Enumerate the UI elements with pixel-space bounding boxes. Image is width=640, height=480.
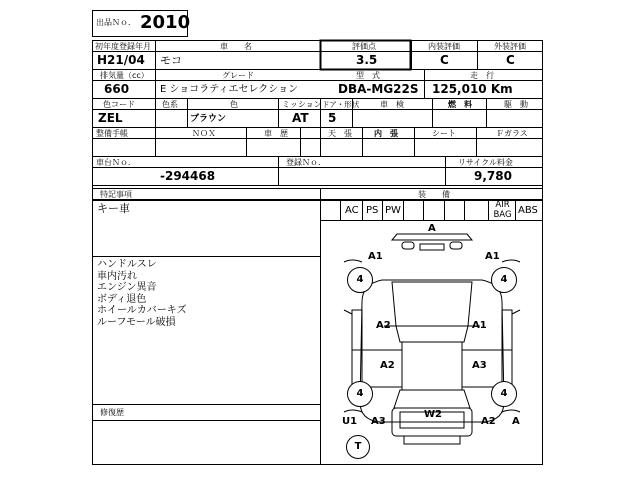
chassis-value: -294468 (160, 169, 216, 183)
model-value: モコ (160, 54, 182, 67)
seat-label: シート (432, 129, 456, 138)
mark-left-rear-door: A2 (380, 360, 395, 371)
exterior-grade-value: C (506, 53, 515, 67)
special-notes-value: キー車 (97, 202, 130, 215)
mark-fl-top: A1 (368, 251, 383, 262)
equipment-abs: ABS (518, 205, 538, 216)
mark-fl-tire: 4 (347, 267, 373, 293)
remark-item: ハンドルスレ (97, 259, 157, 270)
color-system-label: 色系 (162, 100, 178, 109)
equipment-ac: AC (345, 205, 359, 216)
mark-bottom-left-1: U1 (342, 416, 358, 427)
lot-number: 2010 (140, 12, 191, 33)
mark-bottom-right-2: A (512, 416, 520, 427)
nox-label: ＮＯＸ (192, 129, 216, 138)
roof-lining-label: 天 張 (328, 129, 352, 138)
color-value: ブラウン (190, 114, 227, 124)
mark-bottom-right-1: A2 (481, 416, 496, 427)
drive-label: 駆 動 (504, 100, 528, 109)
type-label: 型 式 (356, 71, 380, 80)
mark-right-rear-door: A3 (472, 360, 487, 371)
chassis-label: 車台Ｎｏ． (96, 158, 136, 167)
color-code-value: ZEL (98, 111, 123, 125)
score-label: 評価点 (352, 42, 376, 51)
mark-trunk: T (346, 435, 370, 459)
type-value: DBA-MG22S (338, 82, 419, 96)
registration-label: 登録Ｎｏ． (286, 158, 326, 167)
mark-fr-tire: 4 (491, 267, 517, 293)
color-label: 色 (230, 100, 238, 109)
mark-fr-top: A1 (485, 251, 500, 262)
lot-label: 出品Ｎｏ． (96, 18, 136, 27)
grade-label: グレード (222, 71, 254, 80)
fuel-label: 燃 料 (448, 100, 472, 109)
mark-rr-tire: 4 (491, 381, 517, 407)
equipment-ps: PS (366, 205, 379, 216)
equipment-label: 装 備 (418, 190, 450, 199)
exterior-grade-label: 外装評価 (494, 42, 526, 51)
interior-grade-value: C (440, 53, 449, 67)
remark-item: ルーフモール破損 (97, 316, 176, 328)
remark-item: ボディ退色 (97, 293, 147, 305)
color-code-label: 色コード (103, 100, 135, 109)
mileage-label: 走 行 (470, 71, 494, 80)
mark-right-front-door: A1 (472, 320, 487, 331)
remark-item: 車内汚れ (97, 270, 137, 282)
interior-lining-label: 内 張 (374, 129, 398, 138)
door-value: 5 (328, 111, 337, 125)
mission-value: AT (292, 111, 309, 125)
service-book-label: 整備手帳 (96, 129, 128, 138)
year-label: 初年度登録年月 (95, 42, 151, 51)
remark-item: エンジン異音 (97, 282, 157, 293)
remark-item: ホイールカバーキズ (97, 305, 187, 316)
special-notes-label: 特記事項 (100, 190, 132, 199)
equipment-airbag: AIR BAG (493, 200, 512, 220)
cc-value: 660 (104, 82, 130, 96)
mark-front: A (428, 223, 436, 234)
door-label: ドア・形状 (322, 100, 360, 109)
equipment-pw: PW (385, 205, 401, 216)
front-glass-label: Ｆガラス (496, 129, 528, 138)
repair-history-label: 修復歴 (100, 408, 124, 417)
recycle-fee-value: 9,780 (474, 169, 512, 183)
recycle-fee-label: リサイクル料金 (458, 158, 513, 167)
interior-grade-label: 内装評価 (428, 42, 460, 51)
grade-value: E ショコラティエセレクション (160, 84, 299, 95)
history-label: 車 歴 (264, 129, 288, 138)
mark-left-front-door: A2 (376, 320, 391, 331)
year-value: H21/04 (97, 53, 145, 67)
score-value: 3.5 (356, 53, 378, 67)
mark-rear-window: W2 (424, 409, 442, 420)
cc-label: 排気量（cc） (100, 71, 149, 80)
mileage-value: 125,010 Km (432, 82, 513, 96)
mark-rl-tire: 4 (347, 381, 373, 407)
mark-bottom-left-2: A3 (371, 416, 386, 427)
capacity-label: 車 検 (380, 100, 404, 109)
mission-label: ミッション (282, 100, 322, 109)
model-label: 車 名 (220, 42, 252, 51)
